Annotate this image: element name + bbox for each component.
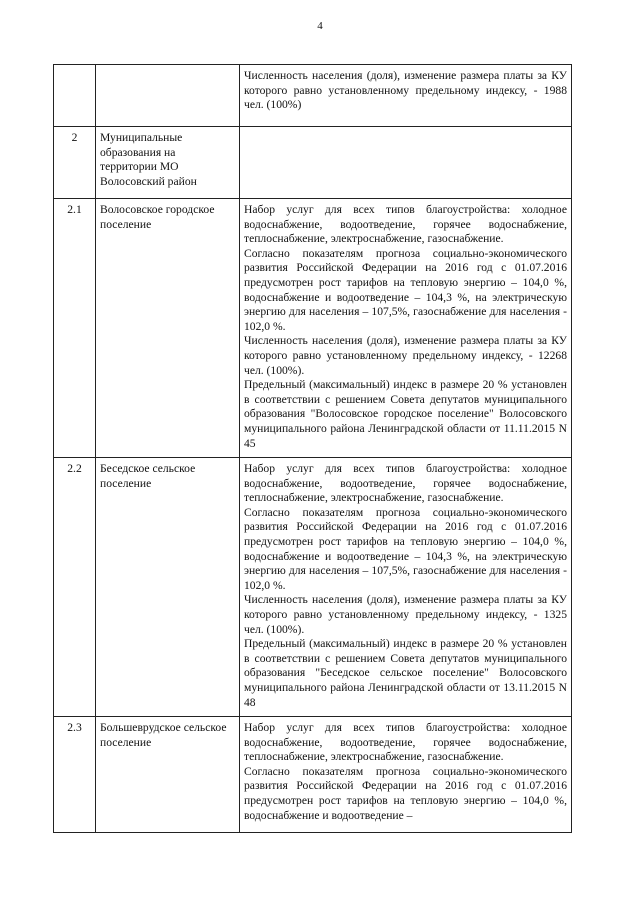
description-cell [240, 458, 572, 717]
description-paragraph: Численность населения (доля), изменение размера платы за КУ которого равно установленному предельному индексу, - 1325 чел. (100%). [244, 593, 567, 636]
row-number: 2.2 [54, 458, 96, 717]
row-number: 2.3 [54, 717, 96, 833]
description-paragraph: Численность населения (доля), изменение размера платы за КУ которого равно установленному предельному индексу, - 1988 чел. (100%) [244, 69, 567, 112]
municipality-name: Волосовское городское поселение [96, 199, 240, 458]
tariff-table [53, 64, 572, 833]
description-cell [240, 199, 572, 458]
row-number: 2 [54, 127, 96, 199]
row-number [54, 65, 96, 127]
municipality-name: Муниципальные образования на территории МО Волосовский район [96, 127, 240, 199]
table-row [54, 127, 572, 199]
description-cell [240, 65, 572, 127]
municipality-name [96, 65, 240, 127]
row-number: 2.1 [54, 199, 96, 458]
page-number: 4 [317, 20, 323, 32]
description-paragraph: Набор услуг для всех типов благоустройства: холодное водоснабжение, водоотведение, горячее водоснабжение, теплоснабжение, электроснабжение, газоснабжение. [244, 462, 567, 505]
description-paragraph: Согласно показателям прогноза социально-экономического развития Российской Федерации на 2016 год с 01.07.2016 предусмотрен рост тарифов на тепловую энергию – 104,0 %, водоснабжение и водоотведение – [244, 764, 567, 822]
municipality-name: Большеврудское сельское поселение [96, 717, 240, 833]
table-row [54, 65, 572, 127]
description-paragraph: Предельный (максимальный) индекс в размере 20 % установлен в соответствии с решением Совета депутатов муниципального образования "Беседское сельское поселение" Волосовского муниципального района Ленинградской области от 13.11.2015 N 48 [244, 637, 567, 709]
description-paragraph: Согласно показателям прогноза социально-экономического развития Российской Федерации на 2016 год с 01.07.2016 предусмотрен рост тарифов на тепловую энергию – 104,0 %, водоснабжение и водоотведение – 104,3 %, на электрическую энергию для населения – 107,5%, газоснабжение для населения - 102,0 %. [244, 246, 567, 333]
description-paragraph: Согласно показателям прогноза социально-экономического развития Российской Федерации на 2016 год с 01.07.2016 предусмотрен рост тарифов на тепловую энергию – 104,0 %, водоснабжение и водоотведение – 104,3 %, на электрическую энергию для населения – 107,5%, газоснабжение для населения - 102,0 %. [244, 505, 567, 592]
municipality-name: Беседское сельское поселение [96, 458, 240, 717]
description-cell [240, 127, 572, 199]
description-cell [240, 717, 572, 833]
description-paragraph: Набор услуг для всех типов благоустройства: холодное водоснабжение, водоотведение, горячее водоснабжение, теплоснабжение, электроснабжение, газоснабжение. [244, 721, 567, 764]
description-paragraph: Предельный (максимальный) индекс в размере 20 % установлен в соответствии с решением Совета депутатов муниципального образования "Волосовское городское поселение" Волосовского муниципального района Ленинградской области от 11.11.2015 N 45 [244, 378, 567, 450]
table-row [54, 199, 572, 458]
description-paragraph: Численность населения (доля), изменение размера платы за КУ которого равно установленному предельному индексу, - 12268 чел. (100%). [244, 334, 567, 377]
table-row [54, 717, 572, 833]
description-paragraph: Набор услуг для всех типов благоустройства: холодное водоснабжение, водоотведение, горячее водоснабжение, теплоснабжение, электроснабжение, газоснабжение. [244, 203, 567, 246]
table-row [54, 458, 572, 717]
